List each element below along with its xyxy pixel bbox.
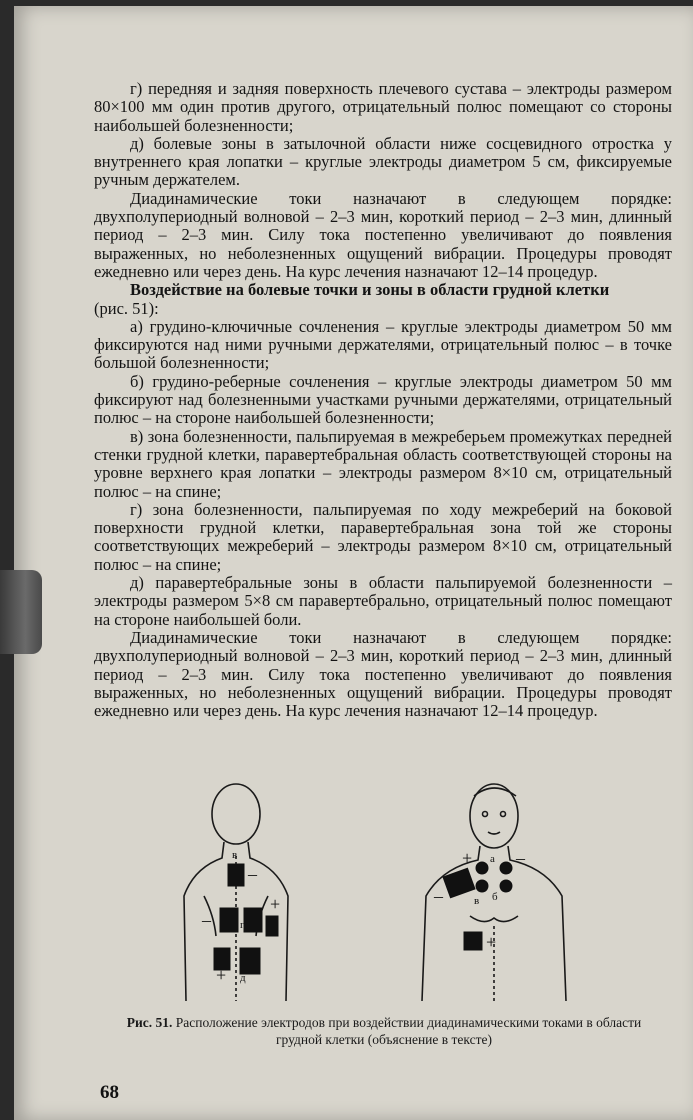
back-minus-1: – <box>248 864 257 884</box>
front-minus-1: – <box>516 848 525 868</box>
paragraph-d-occipital: д) болевые зоны в затылочной области ниже сосцевидного отростка у внутреннего края лопатки – круглые электроды диаметром 5 см, фиксируемые ручным держателем. <box>94 133 672 190</box>
back-view-figure <box>184 784 288 1001</box>
back-plus-2: + <box>216 965 227 985</box>
back-minus-2: – <box>202 910 211 930</box>
front-minus-2: – <box>434 886 443 906</box>
paragraph-g-shoulder: г) передняя и задняя поверхность плечевого сустава – электроды размером 80×100 мм один против другого, отрицательный полюс помещают со стороны наибольшей болезненности; <box>94 79 672 135</box>
back-plus-1: + <box>270 894 281 914</box>
back-label-d: д <box>240 972 246 984</box>
section-heading: Воздействие на болевые точки и зоны в области грудной клетки <box>130 280 610 300</box>
paragraph-a-sternoclavicular: а) грудино-ключичные сочленения – круглые электроды диаметром 50 мм фиксируются над ними ручными держателями, отрицательный полюс – в точке большой болезненности; <box>94 316 672 373</box>
page-number: 68 <box>100 1082 119 1103</box>
paragraph-dosage-2: Диадинамические токи назначают в следующем порядке: двухполупериодный волновой – 2–3 мин, короткий период – 2–3 мин, длинный период – 2–3 мин. Силу тока постепенно увеличивают до появления выраженных, но неболезненных ощущений вибрации. Процедуры проводят ежедневно или через день. На курс лечения назначают 12–14 процедур. <box>94 627 672 721</box>
paragraph-v-intercostal: в) зона болезненности, пальпируемая в межреберьем промежутках передней стенки грудной клетки, паравертебральная область соответствующей стороны на уровне верхнего края лопатки – электроды размером 8×10 см, отрицательный полюс – на спине; <box>94 426 672 501</box>
paragraph-dosage-1: Диадинамические токи назначают в следующем порядке: двухполупериодный волновой – 2–3 мин, короткий период – 2–3 мин, длинный период – 2–3 мин. Силу тока постепенно увеличивают до появления выраженных, но неболезненных ощущений вибрации. Процедуры проводят ежедневно или через день. На курс лечения назначают 12–14 процедур. <box>94 188 672 281</box>
binder-clip <box>0 570 42 654</box>
front-label-v: в <box>474 895 480 907</box>
back-electrodes <box>214 864 281 974</box>
figure-ref: (рис. 51): <box>94 298 159 318</box>
book-page <box>14 6 693 1120</box>
front-label-b: б <box>492 891 498 903</box>
back-label-v: в <box>232 849 238 861</box>
front-plus-2: + <box>486 932 497 952</box>
paragraph-d-paravertebral: д) паравертебральные зоны в области пальпируемой болезненности – электроды размером 5×8 см паравертебрально, отрицательный полюс помещают на стороне наибольшей боли. <box>94 573 672 629</box>
caption-label: Рис. 51. <box>126 1015 173 1030</box>
electrode-placement-figure <box>174 776 644 1006</box>
caption-text: Расположение электродов при воздействии диадинамическими токами в области грудной клетки (объяснение в тексте) <box>175 1015 642 1047</box>
back-label-g: г <box>240 919 245 931</box>
front-plus-1: + <box>462 848 473 868</box>
figure-caption <box>114 1014 654 1048</box>
paragraph-g-lateral: г) зона болезненности, пальпируемая по ходу межреберий на боковой поверхности грудной клетки, паравертебральная зона той же стороны соответствующих межреберий – электроды размером 8×10 см, отрицательный полюс – на спине; <box>94 499 672 574</box>
front-label-a: а <box>490 853 495 865</box>
paragraph-b-sternocostal: б) грудино-реберные сочленения – круглые электроды диаметром 50 мм фиксируют над болезненными участками ручными держателями, отрицательный полюс – на стороне наибольшей болезненности; <box>94 371 672 428</box>
body-text <box>94 80 672 720</box>
